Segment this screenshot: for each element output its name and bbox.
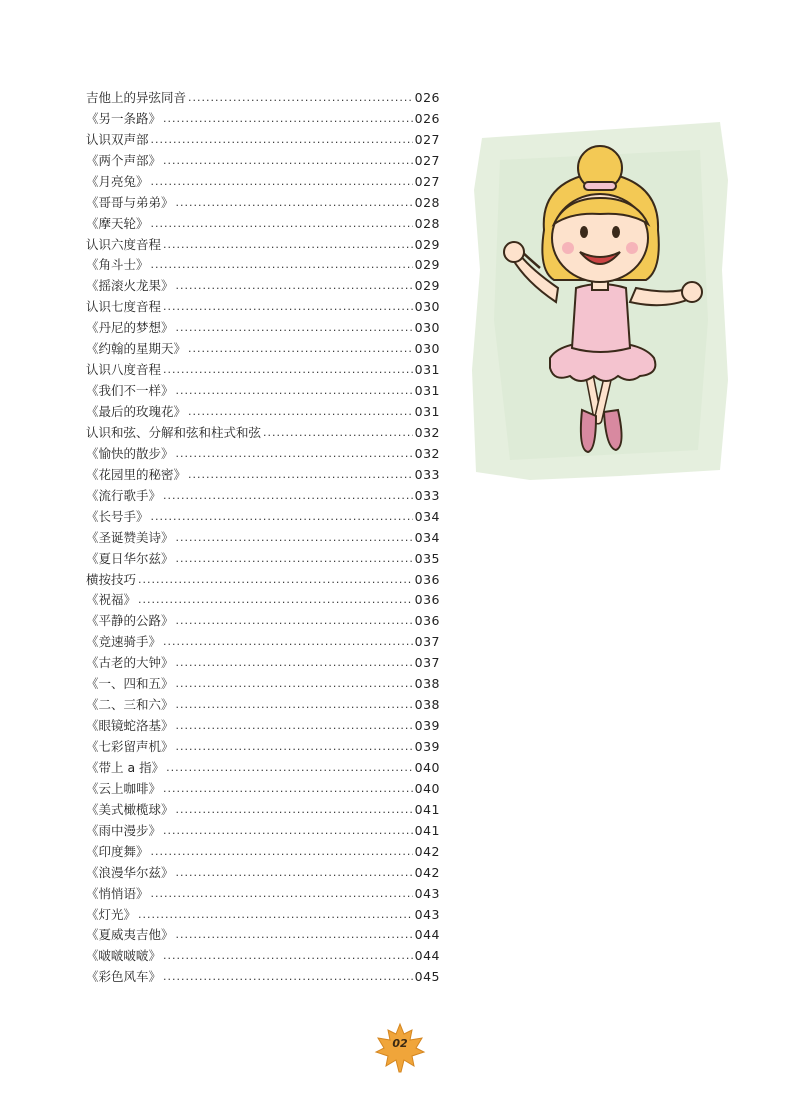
toc-entry-page: 026 — [414, 110, 440, 126]
toc-entry-title: 认识双声部 — [86, 131, 149, 147]
toc-entry — [86, 863, 440, 884]
toc-entry — [86, 130, 440, 151]
toc-entry-title: 《悄悄语》 — [86, 885, 149, 901]
toc-entry-title: 《哥哥与弟弟》 — [86, 194, 174, 210]
toc-leader-dots — [163, 821, 413, 842]
toc-leader-dots — [176, 800, 413, 821]
table-of-contents — [86, 88, 440, 988]
toc-leader-dots — [176, 925, 413, 946]
toc-leader-dots — [138, 905, 413, 926]
toc-entry — [86, 632, 440, 653]
toc-entry-title: 《约翰的星期天》 — [86, 341, 187, 357]
toc-entry — [86, 193, 440, 214]
toc-leader-dots — [263, 423, 413, 444]
toc-leader-dots — [176, 193, 413, 214]
toc-entry-page: 029 — [414, 236, 440, 252]
toc-entry-page: 027 — [414, 173, 440, 189]
toc-entry — [86, 151, 440, 172]
toc-leader-dots — [176, 444, 413, 465]
page-number-badge — [374, 1022, 426, 1074]
toc-entry-page: 041 — [414, 801, 440, 817]
toc-entry-page: 030 — [414, 341, 440, 357]
toc-leader-dots — [176, 737, 413, 758]
toc-entry-title: 《角斗士》 — [86, 257, 149, 273]
toc-entry — [86, 653, 440, 674]
toc-entry-title: 《长号手》 — [86, 508, 149, 524]
toc-entry-page: 031 — [414, 362, 440, 378]
toc-entry-title: 《二、三和六》 — [86, 697, 174, 713]
toc-entry-page: 045 — [414, 969, 440, 985]
toc-leader-dots — [188, 339, 413, 360]
toc-entry-page: 028 — [414, 194, 440, 210]
toc-entry-page: 040 — [414, 780, 440, 796]
toc-leader-dots — [151, 172, 413, 193]
toc-entry-page: 029 — [414, 257, 440, 273]
toc-entry-page: 039 — [414, 739, 440, 755]
toc-leader-dots — [163, 946, 413, 967]
toc-entry-page: 037 — [414, 634, 440, 650]
toc-entry — [86, 318, 440, 339]
toc-entry — [86, 297, 440, 318]
toc-entry-page: 033 — [414, 466, 440, 482]
toc-entry-page: 031 — [414, 404, 440, 420]
toc-entry-page: 034 — [414, 508, 440, 524]
toc-entry-title: 《一、四和五》 — [86, 676, 174, 692]
toc-entry — [86, 276, 440, 297]
toc-entry-title: 《美式橄榄球》 — [86, 801, 174, 817]
toc-entry-title: 《流行歌手》 — [86, 487, 162, 503]
toc-entry — [86, 549, 440, 570]
toc-leader-dots — [188, 88, 413, 109]
toc-entry-page: 041 — [414, 822, 440, 838]
toc-entry — [86, 444, 440, 465]
toc-leader-dots — [151, 255, 413, 276]
toc-entry-title: 《丹尼的梦想》 — [86, 320, 174, 336]
toc-leader-dots — [176, 653, 413, 674]
toc-entry-page: 044 — [414, 948, 440, 964]
toc-leader-dots — [151, 130, 413, 151]
toc-leader-dots — [166, 758, 413, 779]
toc-entry-title: 《灯光》 — [86, 906, 137, 922]
toc-entry-title: 《云上咖啡》 — [86, 780, 162, 796]
toc-leader-dots — [163, 360, 413, 381]
toc-entry — [86, 109, 440, 130]
toc-entry-title: 《花园里的秘密》 — [86, 466, 187, 482]
toc-leader-dots — [163, 779, 413, 800]
toc-leader-dots — [176, 716, 413, 737]
toc-entry-page: 027 — [414, 152, 440, 168]
toc-leader-dots — [188, 402, 413, 423]
toc-leader-dots — [176, 318, 413, 339]
toc-entry-page: 032 — [414, 424, 440, 440]
toc-entry — [86, 591, 440, 612]
toc-entry-page: 030 — [414, 299, 440, 315]
toc-entry — [86, 884, 440, 905]
toc-entry — [86, 967, 440, 988]
toc-leader-dots — [151, 214, 413, 235]
toc-leader-dots — [176, 695, 413, 716]
toc-entry — [86, 695, 440, 716]
toc-leader-dots — [163, 235, 413, 256]
toc-entry-title: 《两个声部》 — [86, 152, 162, 168]
toc-entry-title: 《另一条路》 — [86, 110, 162, 126]
toc-leader-dots — [163, 151, 413, 172]
toc-entry — [86, 946, 440, 967]
toc-entry-page: 037 — [414, 655, 440, 671]
toc-entry-title: 《平静的公路》 — [86, 613, 174, 629]
toc-leader-dots — [163, 297, 413, 318]
toc-entry — [86, 423, 440, 444]
toc-entry-title: 《我们不一样》 — [86, 383, 174, 399]
toc-entry-title: 《七彩留声机》 — [86, 739, 174, 755]
toc-entry-title: 《摩天轮》 — [86, 215, 149, 231]
toc-entry-page: 031 — [414, 383, 440, 399]
toc-entry-page: 028 — [414, 215, 440, 231]
toc-entry — [86, 716, 440, 737]
toc-leader-dots — [151, 842, 413, 863]
ballerina-illustration — [470, 120, 730, 490]
toc-entry-title: 《彩色风车》 — [86, 969, 162, 985]
toc-entry-page: 044 — [414, 927, 440, 943]
toc-entry — [86, 381, 440, 402]
toc-entry-title: 《眼镜蛇洛基》 — [86, 718, 174, 734]
toc-entry-title: 认识和弦、分解和弦和柱式和弦 — [86, 424, 262, 440]
toc-entry-page: 042 — [414, 864, 440, 880]
toc-entry-title: 《古老的大钟》 — [86, 655, 174, 671]
toc-entry — [86, 821, 440, 842]
toc-entry-page: 038 — [414, 697, 440, 713]
toc-leader-dots — [138, 570, 413, 591]
toc-entry — [86, 339, 440, 360]
toc-entry-page: 027 — [414, 131, 440, 147]
toc-entry-page: 040 — [414, 759, 440, 775]
toc-entry-title: 《浪漫华尔兹》 — [86, 864, 174, 880]
toc-entry-page: 043 — [414, 885, 440, 901]
toc-entry — [86, 570, 440, 591]
toc-entry-page: 030 — [414, 320, 440, 336]
toc-entry — [86, 214, 440, 235]
toc-entry-page: 042 — [414, 843, 440, 859]
toc-entry-title: 《愉快的散步》 — [86, 445, 174, 461]
toc-leader-dots — [163, 967, 413, 988]
toc-entry-page: 034 — [414, 529, 440, 545]
toc-entry-title: 《带上 a 指》 — [86, 759, 165, 775]
toc-entry-page: 039 — [414, 718, 440, 734]
toc-entry — [86, 737, 440, 758]
toc-entry — [86, 172, 440, 193]
toc-entry-title: 认识八度音程 — [86, 362, 162, 378]
toc-leader-dots — [163, 486, 413, 507]
toc-entry-title: 《夏威夷吉他》 — [86, 927, 174, 943]
toc-leader-dots — [176, 276, 413, 297]
toc-entry-page: 036 — [414, 592, 440, 608]
toc-entry-page: 026 — [414, 89, 440, 105]
toc-leader-dots — [163, 109, 413, 130]
toc-entry-page: 036 — [414, 571, 440, 587]
toc-leader-dots — [138, 590, 413, 611]
toc-leader-dots — [176, 549, 413, 570]
toc-entry — [86, 360, 440, 381]
toc-entry-page: 038 — [414, 676, 440, 692]
toc-entry — [86, 235, 440, 256]
toc-entry — [86, 926, 440, 947]
toc-entry — [86, 486, 440, 507]
toc-entry-title: 横按技巧 — [86, 571, 137, 587]
toc-entry — [86, 402, 440, 423]
toc-entry-title: 《竞速骑手》 — [86, 634, 162, 650]
toc-entry-page: 033 — [414, 487, 440, 503]
toc-entry-title: 《雨中漫步》 — [86, 822, 162, 838]
toc-entry-title: 《月亮兔》 — [86, 173, 149, 189]
toc-entry-page: 032 — [414, 445, 440, 461]
toc-entry — [86, 256, 440, 277]
toc-leader-dots — [176, 528, 413, 549]
toc-entry-page: 029 — [414, 278, 440, 294]
toc-leader-dots — [151, 884, 413, 905]
toc-entry — [86, 611, 440, 632]
toc-entry — [86, 674, 440, 695]
toc-entry-page: 036 — [414, 613, 440, 629]
toc-leader-dots — [176, 611, 413, 632]
toc-entry-title: 《夏日华尔兹》 — [86, 550, 174, 566]
toc-leader-dots — [176, 381, 413, 402]
page-number: 02 — [392, 1037, 408, 1050]
toc-entry-title: 《祝福》 — [86, 592, 137, 608]
toc-entry-title: 《摇滚火龙果》 — [86, 278, 174, 294]
toc-entry-title: 吉他上的异弦同音 — [86, 89, 187, 105]
toc-entry — [86, 800, 440, 821]
toc-entry-title: 《印度舞》 — [86, 843, 149, 859]
toc-entry-page: 035 — [414, 550, 440, 566]
toc-entry-page: 043 — [414, 906, 440, 922]
toc-entry — [86, 779, 440, 800]
toc-leader-dots — [176, 863, 413, 884]
toc-entry-title: 认识六度音程 — [86, 236, 162, 252]
toc-entry-title: 《圣诞赞美诗》 — [86, 529, 174, 545]
toc-entry-title: 《最后的玫瑰花》 — [86, 404, 187, 420]
toc-entry — [86, 528, 440, 549]
toc-entry — [86, 88, 440, 109]
toc-entry — [86, 465, 440, 486]
toc-entry-title: 认识七度音程 — [86, 299, 162, 315]
toc-entry — [86, 842, 440, 863]
toc-leader-dots — [151, 507, 413, 528]
toc-entry-title: 《啵啵啵啵》 — [86, 948, 162, 964]
toc-leader-dots — [176, 674, 413, 695]
toc-entry — [86, 905, 440, 926]
toc-entry — [86, 507, 440, 528]
toc-leader-dots — [163, 632, 413, 653]
toc-leader-dots — [188, 465, 413, 486]
toc-entry — [86, 758, 440, 779]
